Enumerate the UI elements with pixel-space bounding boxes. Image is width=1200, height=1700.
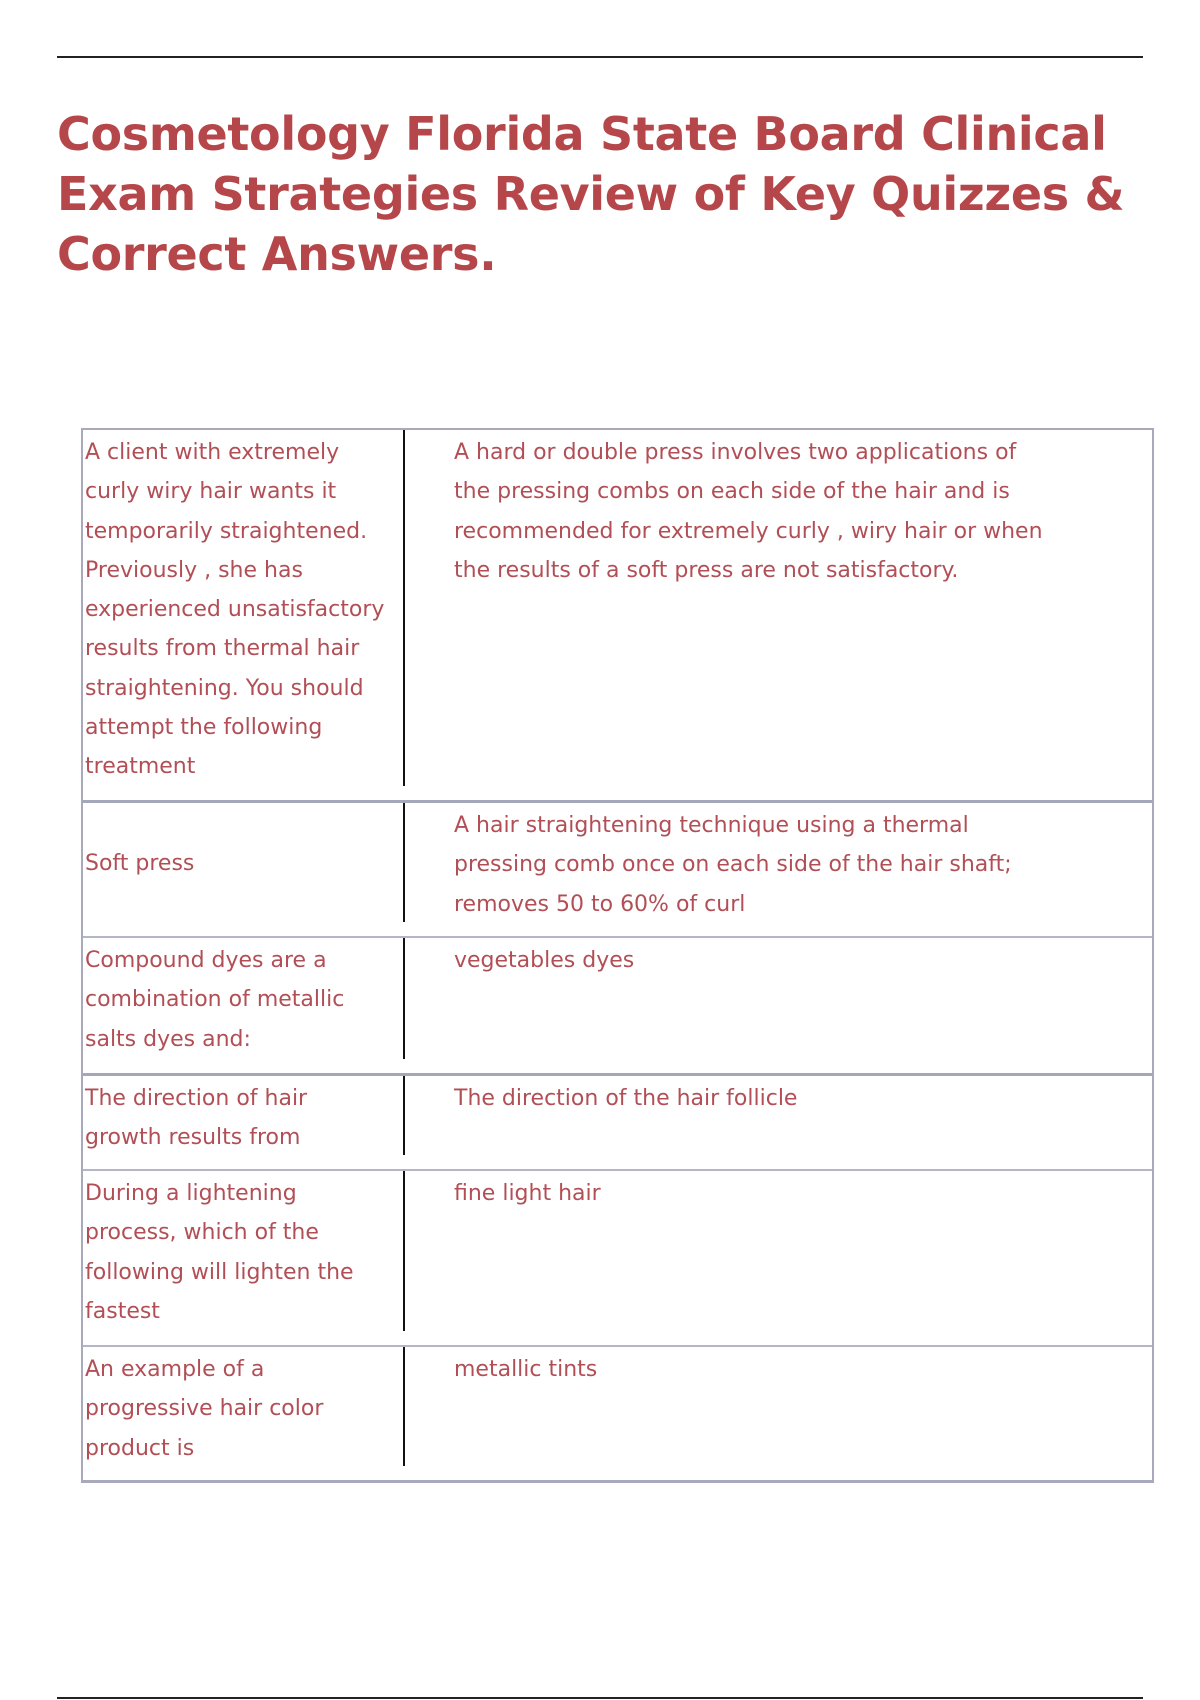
question-cell <box>83 1347 405 1480</box>
answer-cell <box>405 1076 1152 1169</box>
answer-cell <box>405 1171 1152 1345</box>
answer-text: A hard or double press involves two applications of the pressing combs on each side of the hair and is recommended for extremely curly , wiry hair or when the results of a soft press are not satisfactory. <box>454 440 1043 583</box>
bottom-rule <box>57 1697 1143 1699</box>
question-text: The direction of hair growth results from <box>85 1086 308 1151</box>
answer-text: fine light hair <box>454 1181 601 1206</box>
answer-cell <box>405 938 1152 1073</box>
answer-text: metallic tints <box>454 1357 598 1382</box>
question-cell <box>83 938 405 1073</box>
qa-row <box>83 800 1152 936</box>
question-cell <box>83 430 405 800</box>
qa-table <box>81 428 1154 1483</box>
top-rule <box>57 56 1143 58</box>
question-text: Compound dyes are a combination of metallic salts dyes and: <box>85 948 345 1052</box>
question-cell <box>83 1171 405 1345</box>
answer-text: The direction of the hair follicle <box>454 1086 798 1111</box>
answer-cell <box>405 430 1152 800</box>
answer-text: vegetables dyes <box>454 948 635 973</box>
answer-text: A hair straightening technique using a thermal pressing comb once on each side of the hair shaft; removes 50 to 60% of curl <box>454 813 1012 917</box>
answer-cell <box>405 803 1152 936</box>
qa-row <box>83 1073 1152 1169</box>
question-text: During a lightening process, which of the following will lighten the fastest <box>85 1181 354 1324</box>
question-cell <box>83 1076 405 1169</box>
answer-cell <box>405 1347 1152 1480</box>
qa-row <box>83 430 1152 800</box>
document-title: Cosmetology Florida State Board Clinical Exam Strategies Review of Key Quizzes & Correct Answers. <box>57 107 1125 281</box>
qa-row <box>83 1345 1152 1480</box>
question-text: A client with extremely curly wiry hair wants it temporarily straightened. Previously , she has experienced unsatisfactory results from thermal hair straightening. You should attempt the following treatment <box>85 440 385 780</box>
question-cell <box>83 803 405 936</box>
question-text: An example of a progressive hair color product is <box>85 1357 324 1461</box>
question-text: Soft press <box>85 851 195 877</box>
qa-row <box>83 936 1152 1073</box>
qa-row <box>83 1169 1152 1345</box>
